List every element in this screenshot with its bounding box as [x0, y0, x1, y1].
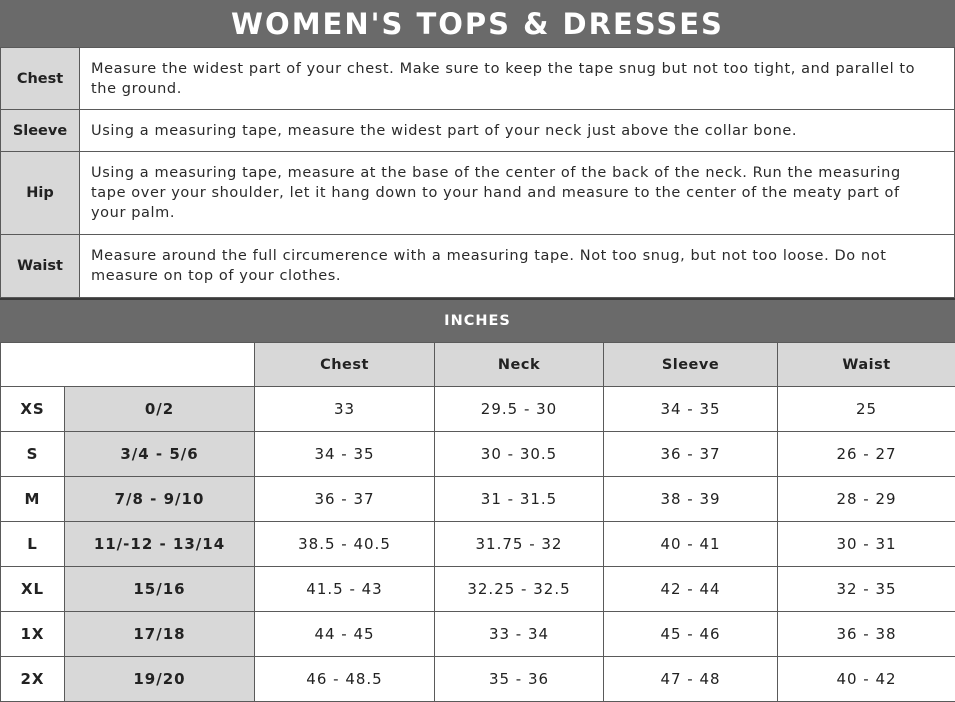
sleeve-value: 45 - 46 [604, 612, 778, 657]
column-header-chest: Chest [255, 343, 435, 387]
units-header: INCHES [0, 298, 955, 342]
size-label: S [1, 432, 65, 477]
guide-label: Hip [1, 152, 80, 235]
column-header-neck: Neck [435, 343, 604, 387]
chest-value: 41.5 - 43 [255, 567, 435, 612]
sleeve-value: 42 - 44 [604, 567, 778, 612]
guide-description: Measure the widest part of your chest. Make sure to keep the tape snug but not too tight, and parallel to the ground. [80, 48, 955, 110]
size-table [0, 342, 955, 702]
neck-value: 35 - 36 [435, 657, 604, 702]
neck-value: 31 - 31.5 [435, 477, 604, 522]
chest-value: 36 - 37 [255, 477, 435, 522]
table-row [1, 657, 955, 702]
neck-value: 33 - 34 [435, 612, 604, 657]
waist-value: 25 [778, 387, 955, 432]
sleeve-value: 34 - 35 [604, 387, 778, 432]
numeric-size: 0/2 [65, 387, 255, 432]
guide-row-sleeve [1, 110, 955, 152]
chest-value: 34 - 35 [255, 432, 435, 477]
waist-value: 40 - 42 [778, 657, 955, 702]
guide-description: Using a measuring tape, measure the widest part of your neck just above the collar bone. [80, 110, 955, 152]
guide-label: Waist [1, 235, 80, 298]
guide-row-chest [1, 48, 955, 110]
header-blank-cell [1, 343, 255, 387]
numeric-size: 3/4 - 5/6 [65, 432, 255, 477]
size-label: 1X [1, 612, 65, 657]
column-header-sleeve: Sleeve [604, 343, 778, 387]
table-row [1, 387, 955, 432]
waist-value: 30 - 31 [778, 522, 955, 567]
size-table-header [1, 343, 955, 387]
guide-label: Sleeve [1, 110, 80, 152]
size-label: 2X [1, 657, 65, 702]
neck-value: 31.75 - 32 [435, 522, 604, 567]
guide-row-hip [1, 152, 955, 235]
size-label: L [1, 522, 65, 567]
sleeve-value: 38 - 39 [604, 477, 778, 522]
guide-description: Using a measuring tape, measure at the base of the center of the back of the neck. Run the measuring tape over your shoulder, let it hang down to your hand and measure to the center of the meaty part of your palm. [80, 152, 955, 235]
numeric-size: 15/16 [65, 567, 255, 612]
numeric-size: 17/18 [65, 612, 255, 657]
table-row [1, 522, 955, 567]
numeric-size: 7/8 - 9/10 [65, 477, 255, 522]
numeric-size: 19/20 [65, 657, 255, 702]
waist-value: 26 - 27 [778, 432, 955, 477]
size-label: XS [1, 387, 65, 432]
table-row [1, 477, 955, 522]
numeric-size: 11/-12 - 13/14 [65, 522, 255, 567]
sleeve-value: 47 - 48 [604, 657, 778, 702]
waist-value: 36 - 38 [778, 612, 955, 657]
waist-value: 32 - 35 [778, 567, 955, 612]
table-row [1, 432, 955, 477]
table-row [1, 612, 955, 657]
size-label: M [1, 477, 65, 522]
chest-value: 33 [255, 387, 435, 432]
sleeve-value: 36 - 37 [604, 432, 778, 477]
measurement-guide-table [0, 47, 955, 298]
guide-label: Chest [1, 48, 80, 110]
table-row [1, 567, 955, 612]
neck-value: 29.5 - 30 [435, 387, 604, 432]
neck-value: 32.25 - 32.5 [435, 567, 604, 612]
size-label: XL [1, 567, 65, 612]
chest-value: 38.5 - 40.5 [255, 522, 435, 567]
guide-row-waist [1, 235, 955, 298]
chest-value: 44 - 45 [255, 612, 435, 657]
waist-value: 28 - 29 [778, 477, 955, 522]
neck-value: 30 - 30.5 [435, 432, 604, 477]
chest-value: 46 - 48.5 [255, 657, 435, 702]
sleeve-value: 40 - 41 [604, 522, 778, 567]
page-title: WOMEN'S TOPS & DRESSES [0, 0, 955, 47]
column-header-waist: Waist [778, 343, 955, 387]
guide-description: Measure around the full circumerence with a measuring tape. Not too snug, but not too loose. Do not measure on top of your clothes. [80, 235, 955, 298]
